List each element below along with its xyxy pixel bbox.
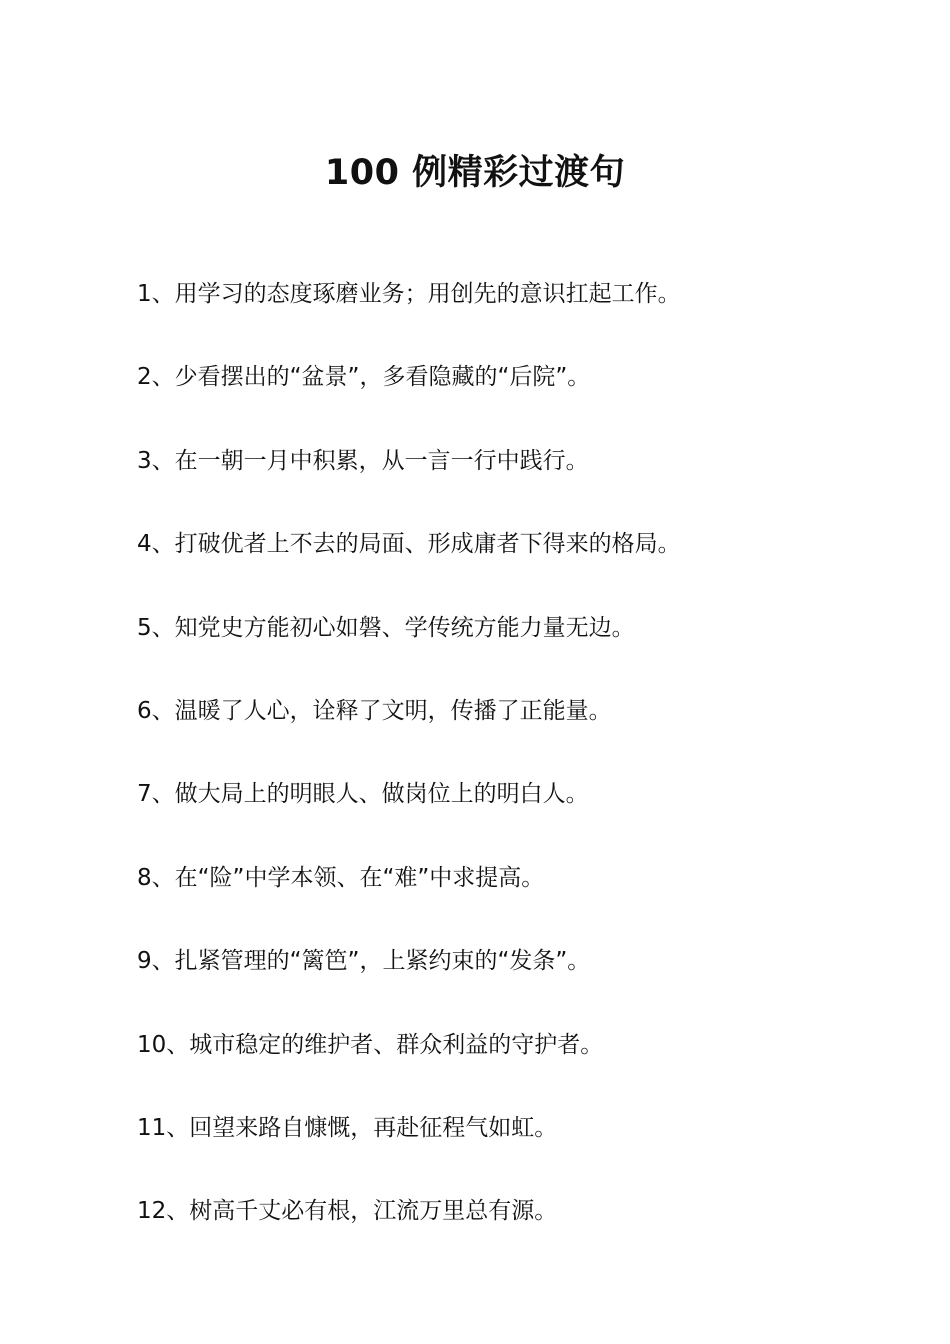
sentence-7: 7、做大局上的明眼人、做岗位上的明白人。 <box>137 781 589 808</box>
sentence-10: 10、城市稳定的维护者、群众利益的守护者。 <box>137 1031 604 1058</box>
sentence-5: 5、知党史方能初心如磐、学传统方能力量无边。 <box>137 614 635 641</box>
document-title: 100 例精彩过渡句 <box>324 153 626 193</box>
sentence-6: 6、温暖了人心，诠释了文明，传播了正能量。 <box>137 697 612 724</box>
sentence-11: 11、回望来路自慷慨，再赴征程气如虹。 <box>137 1114 558 1141</box>
sentence-1: 1、用学习的态度琢磨业务；用创先的意识扛起工作。 <box>137 281 681 307</box>
sentence-4: 4、打破优者上不去的局面、形成庸者下得来的格局。 <box>137 531 681 558</box>
sentence-3: 3、在一朝一月中积累，从一言一行中践行。 <box>137 447 589 474</box>
sentence-list <box>137 276 897 1277</box>
sentence-2: 2、少看摆出的“盆景”，多看隐藏的“后院”。 <box>137 364 591 391</box>
sentence-12: 12、树高千丈必有根，江流万里总有源。 <box>137 1198 558 1225</box>
sentence-8: 8、在“险”中学本领、在“难”中求提高。 <box>137 864 545 891</box>
sentence-9: 9、扎紧管理的“篱笆”，上紧约束的“发条”。 <box>137 948 591 975</box>
